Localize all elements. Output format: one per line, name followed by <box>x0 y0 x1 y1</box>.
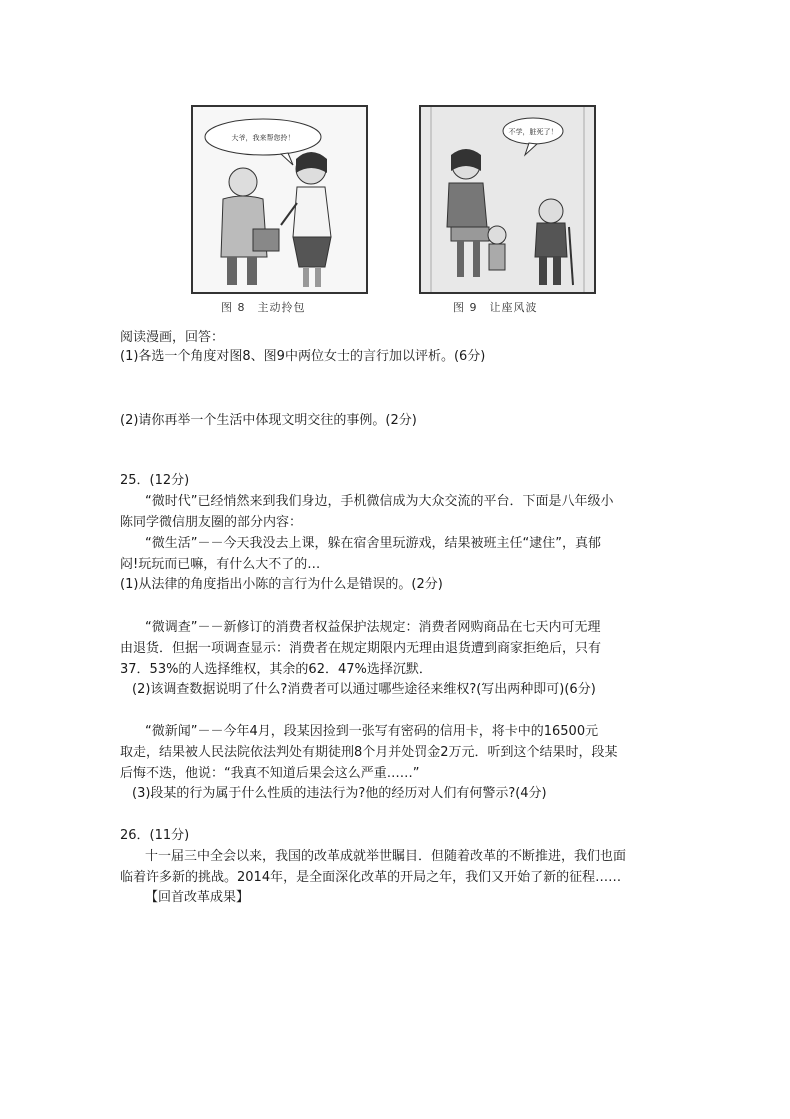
q26-intro-line2: 临着许多新的挑战。2014年，是全面深化改革的开局之年，我们又开始了新的征程…… <box>120 870 622 885</box>
q25-intro-line2: 陈同学微信朋友圈的部分内容： <box>120 515 303 530</box>
comic-figures <box>191 105 594 317</box>
figure-9-panel <box>419 105 596 294</box>
q25-sub2: (2)该调查数据说明了什么?消费者可以通过哪些途径来维权?(写出两种即可)(6分) <box>132 682 596 697</box>
q24-sub2: (2)请你再举一个生活中体现文明交往的事例。(2分) <box>120 413 417 428</box>
q25-sub1: (1)从法律的角度指出小陈的言行为什么是错误的。(2分) <box>120 577 443 592</box>
q25-micro-survey-line1: “微调查”－－新修订的消费者权益保护法规定：消费者网购商品在七天内可无理 <box>145 620 601 635</box>
q24-sub1: (1)各选一个角度对图8、图9中两位女士的言行加以评析。(6分) <box>120 349 486 364</box>
q26-intro-line1: 十一届三中全会以来，我国的改革成就举世瞩目．但随着改革的不断推进，我们也面 <box>145 849 627 864</box>
q25-micro-life-line1: “微生活”－－今天我没去上课，躲在宿舍里玩游戏，结果被班主任“逮住”，真郁 <box>145 536 601 551</box>
q25-micro-news-line2: 取走，结果被人民法院依法判处有期徒刑8个月并处罚金2万元．听到这个结果时，段某 <box>120 745 618 760</box>
figure-9-illustration <box>421 107 594 292</box>
figure-8-speech: 大爷，我来帮您拎！ <box>231 134 295 142</box>
q25-header: 25．(12分) <box>120 473 190 488</box>
q26-section-title: 【回首改革成果】 <box>145 890 250 905</box>
q25-micro-news-line3: 后悔不迭，他说：“我真不知道后果会这么严重……” <box>120 766 420 781</box>
q26-header: 26．(11分) <box>120 828 190 843</box>
figure-8-caption: 图 8 主动拎包 <box>221 301 306 314</box>
q25-micro-survey-line3: 37．53%的人选择维权，其余的62．47%选择沉默． <box>120 662 432 677</box>
q25-sub3: (3)段某的行为属于什么性质的违法行为?他的经历对人们有何警示?(4分) <box>132 786 547 801</box>
q25-micro-survey-line2: 由退货．但据一项调查显示：消费者在规定期限内无理由退货遭到商家拒绝后，只有 <box>120 641 602 656</box>
figure-8-panel <box>191 105 368 294</box>
q25-micro-life-line2: 闷!玩玩而已嘛，有什么大不了的… <box>120 557 321 572</box>
figure-9-speech: 不学，脏死了！ <box>508 128 558 136</box>
q25-micro-news-line1: “微新闻”－－今年4月，段某因捡到一张写有密码的信用卡，将卡中的16500元 <box>145 724 599 739</box>
q24-intro: 阅读漫画，回答： <box>120 330 225 345</box>
q25-intro-line1: “微时代”已经悄然来到我们身边，手机微信成为大众交流的平台．下面是八年级小 <box>145 494 614 509</box>
figure-9-caption: 图 9 让座风波 <box>453 301 538 314</box>
figure-8-illustration <box>193 107 366 292</box>
